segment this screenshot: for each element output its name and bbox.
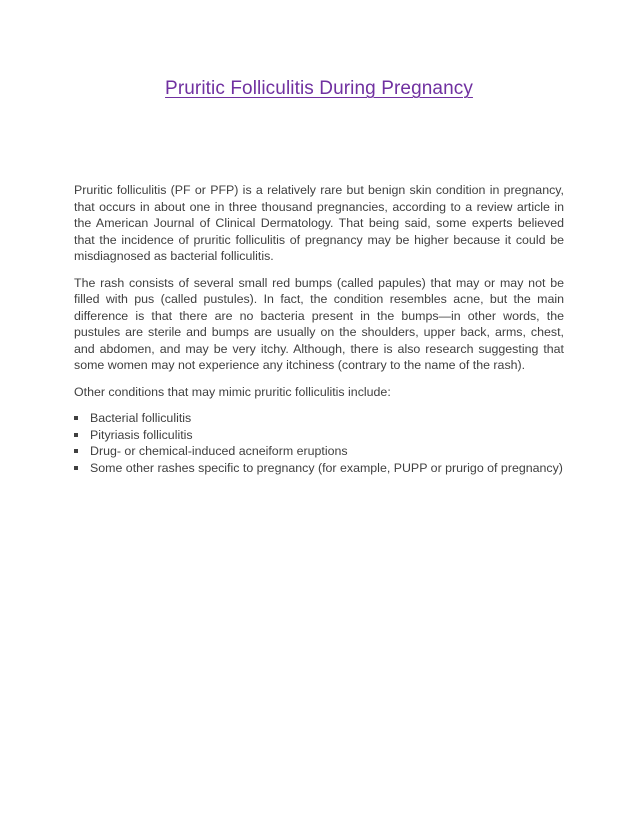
- list-item-text: Pityriasis folliculitis: [90, 427, 193, 442]
- list-item: [74, 410, 564, 427]
- document-title: Pruritic Folliculitis During Pregnancy: [165, 78, 473, 99]
- square-bullet-icon: [74, 449, 78, 453]
- paragraph-list-intro: Other conditions that may mimic pruritic folliculitis include:: [74, 384, 391, 399]
- conditions-list: [74, 410, 564, 476]
- list-item: [74, 460, 564, 477]
- list-item-text: Some other rashes specific to pregnancy (for example, PUPP or prurigo of pregnancy): [90, 460, 563, 475]
- list-item-text: Bacterial folliculitis: [90, 411, 192, 425]
- square-bullet-icon: [74, 416, 78, 420]
- list-item: [74, 443, 564, 460]
- document-body: [74, 182, 564, 476]
- paragraph-intro: Pruritic folliculitis (PF or PFP) is a relatively rare but benign skin condition in pregnancy, that occurs in about one in three thousand pregnancies, according to a review article in the American Journal of Clinical Dermatology. That being said, some experts believed that the incidence of pruritic folliculitis of pregnancy may be higher because it could be misdiagnosed as bacterial folliculitis.: [74, 183, 564, 263]
- square-bullet-icon: [74, 433, 78, 437]
- square-bullet-icon: [74, 466, 78, 470]
- paragraph-rash-description: The rash consists of several small red bumps (called papules) that may or may not be filled with pus (called pustules). In fact, the condition resembles acne, but the main difference is that there are no bacteria present in the bumps—in other words, the pustules are sterile and bumps are usually on the shoulders, upper back, arms, chest, and abdomen, and may be very itchy. Although, there is also research suggesting that some women may not experience any itchiness (contrary to the name of the rash).: [74, 275, 564, 372]
- list-item-text: Drug- or chemical-induced acneiform eruptions: [90, 444, 348, 458]
- list-item: [74, 427, 564, 444]
